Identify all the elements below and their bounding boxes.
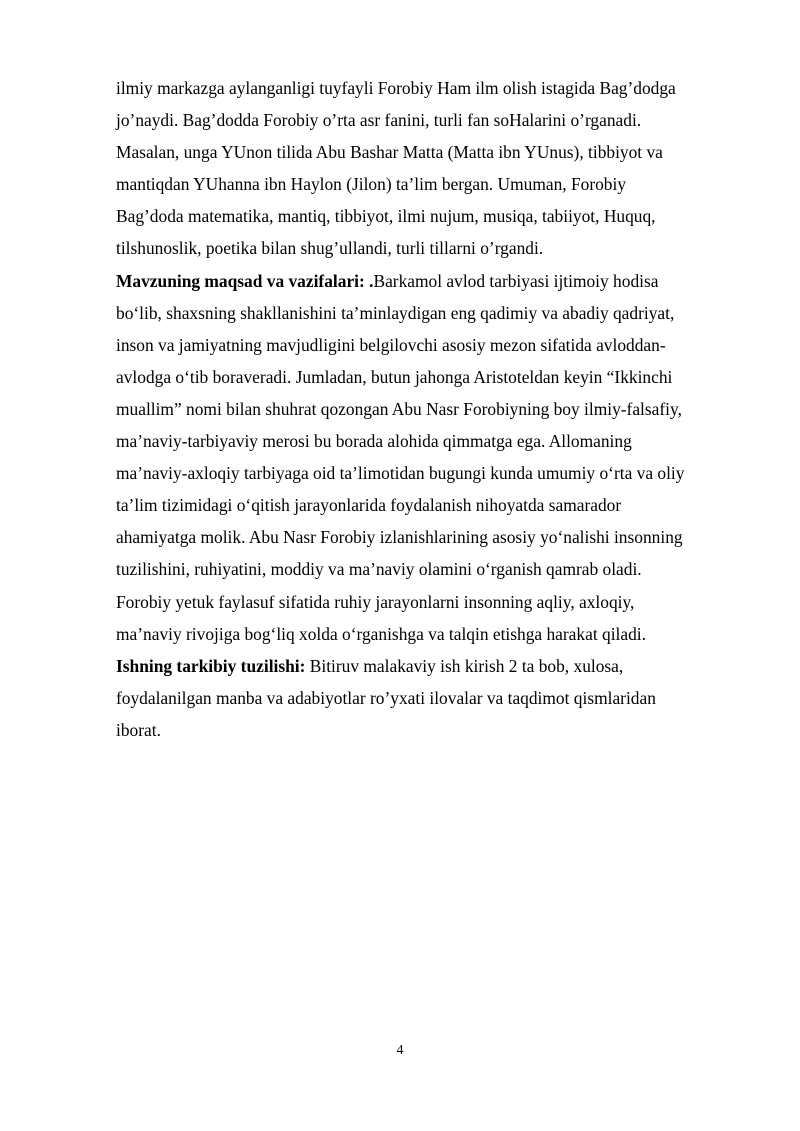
- page-number: 4: [396, 1043, 404, 1058]
- section-heading-structure: Ishning tarkibiy tuzilishi:: [116, 655, 306, 676]
- paragraph-goals: [116, 265, 736, 650]
- text-line: Forobiy yetuk faylasuf sifatida ruhiy jarayonlarni insonning aqliy, axloqiy,: [116, 591, 635, 612]
- text-line: [116, 265, 736, 297]
- text-line: ma’naviy-tarbiyaviy merosi bu borada alohida qimmatga ega. Allomaning: [116, 431, 632, 452]
- text-line: tilshunoslik, poetika bilan shug’ullandi, turli tillarni o’rgandi.: [116, 238, 544, 259]
- text-line: muallim” nomi bilan shuhrat qozongan Abu Nasr Forobiyning boy ilmiy-falsafiy,: [116, 398, 682, 419]
- text-line: Bag’doda matematika, mantiq, tibbiyot, ilmi nujum, musiqa, tabiiyot, Huquq,: [116, 206, 656, 227]
- text-line: ahamiyatga molik. Abu Nasr Forobiy izlanishlarining asosiy yo‘nalishi insonning: [116, 527, 683, 548]
- text-line: [116, 650, 736, 682]
- text-line: mantiqdan YUhanna ibn Haylon (Jilon) ta’lim bergan. Umuman, Forobiy: [116, 174, 627, 195]
- text-line: tuzilishini, ruhiyatini, moddiy va ma’naviy olamini o‘rganish qamrab oladi.: [116, 559, 642, 580]
- text-line: foydalanilgan manba va adabiyotlar ro’yxati ilovalar va taqdimot qismlaridan: [116, 687, 656, 708]
- text-line: bo‘lib, shaxsning shakllanishini ta’minlaydigan eng qadimiy va abadiy qadriyat,: [116, 302, 675, 323]
- section-heading-goals: Mavzuning maqsad va vazifalari: .: [116, 270, 374, 291]
- text-segment: Barkamol avlod tarbiyasi ijtimoiy hodisa: [373, 270, 659, 291]
- text-line: ilmiy markazga aylanganligi tuyfayli Forobiy Ham ilm olish istagida Bag’dodga: [116, 78, 676, 98]
- text-line: iborat.: [116, 719, 161, 740]
- text-line: inson va jamiyatning mavjudligini belgilovchi asosiy mezon sifatida avloddan-: [116, 334, 666, 355]
- paragraph-forobiy-baghdad: [116, 72, 736, 265]
- text-line: avlodga o‘tib boraveradi. Jumladan, butun jahonga Aristoteldan keyin “Ikkinchi: [116, 366, 673, 387]
- text-line: Masalan, unga YUnon tilida Abu Bashar Matta (Matta ibn YUnus), tibbiyot va: [116, 142, 663, 163]
- text-line: ma’naviy-axloqiy tarbiyaga oid ta’limotidan bugungi kunda umumiy o‘rta va oliy: [116, 463, 685, 484]
- text-line: jo’naydi. Bag’dodda Forobiy o’rta asr fanini, turli fan soHalarini o’rganadi.: [116, 110, 642, 131]
- text-segment: Bitiruv malakaviy ish kirish 2 ta bob, xulosa,: [305, 655, 624, 676]
- text-line: ma’naviy rivojiga bog‘liq xolda o‘rganishga va talqin etishga harakat qiladi.: [116, 623, 646, 644]
- text-line: ta’lim tizimidagi o‘qitish jarayonlarida foydalanish nihoyatda samarador: [116, 495, 622, 516]
- paragraph-structure: [116, 650, 736, 746]
- document-body: [116, 72, 736, 746]
